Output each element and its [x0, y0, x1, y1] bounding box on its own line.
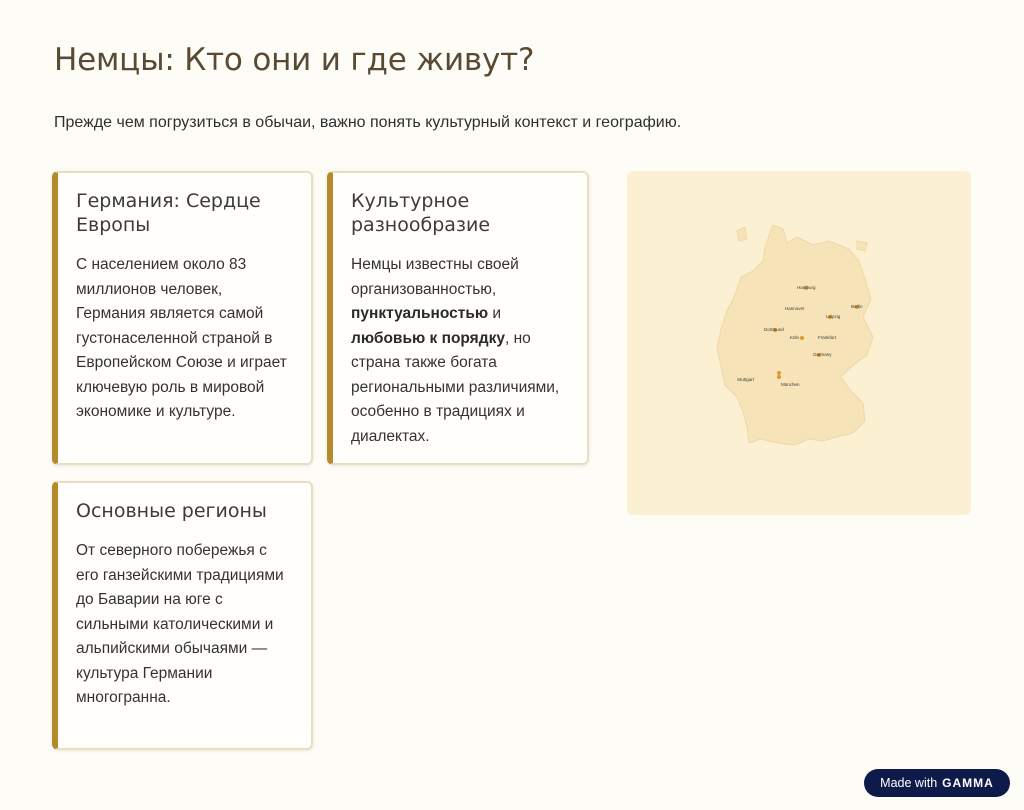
made-with-gamma-badge[interactable] — [864, 769, 1010, 797]
map-label: Hamburg — [797, 285, 816, 290]
map-label: Stuttgart — [737, 377, 755, 382]
made-with-label: Made with — [880, 776, 938, 790]
card-text: От северного побережья с его ганзейскими традициями до Баварии на юге с сильными католическими и альпийскими обычаями — культура Германии многогранна. — [76, 542, 284, 706]
page-subtitle: Прежде чем погрузиться в обычаи, важно понять культурный контекст и географию. — [54, 114, 682, 131]
card-text: С населением около 83 миллионов человек, Германия является самой густонаселенной страной в Европейском Союзе и играет ключевую роль в мировой экономике и культуре. — [76, 256, 287, 420]
island-2 — [857, 241, 867, 251]
card-text-part: , но страна также богата региональными различиями, особенно в традициях и диалектах. — [351, 329, 560, 445]
map-label: Dortmund — [764, 327, 784, 332]
map-label: Leipzig — [826, 314, 841, 319]
map-label: Frankfurt — [818, 335, 837, 340]
card-main-regions — [52, 481, 313, 750]
map-label: Berlin — [851, 304, 863, 309]
card-bold-order: любовью к порядку — [351, 329, 505, 347]
card-germany-heart-of-europe — [52, 171, 313, 465]
gamma-logo: GAMMA — [942, 776, 994, 790]
map-label: Hannover — [785, 306, 805, 311]
map-label: Köln — [790, 335, 800, 340]
card-bold-punctuality: пунктуальностью — [351, 305, 489, 322]
card-title: Германия: Сердце Европы — [76, 190, 261, 236]
card-title: Культурное разнообразие — [351, 190, 491, 236]
card-text-part: и — [488, 305, 502, 322]
card-cultural-diversity — [327, 171, 589, 465]
card-text — [351, 253, 567, 449]
card-text-part: Немцы известны своей организованностью, — [351, 256, 519, 298]
map-label: Germany — [813, 352, 832, 357]
card-title: Основные регионы — [76, 500, 267, 522]
page-title: Немцы: Кто они и где живут? — [54, 42, 535, 78]
germany-map-graphic — [627, 171, 971, 515]
map-label: München — [781, 382, 800, 387]
island-1 — [737, 227, 747, 241]
germany-map — [627, 171, 971, 515]
